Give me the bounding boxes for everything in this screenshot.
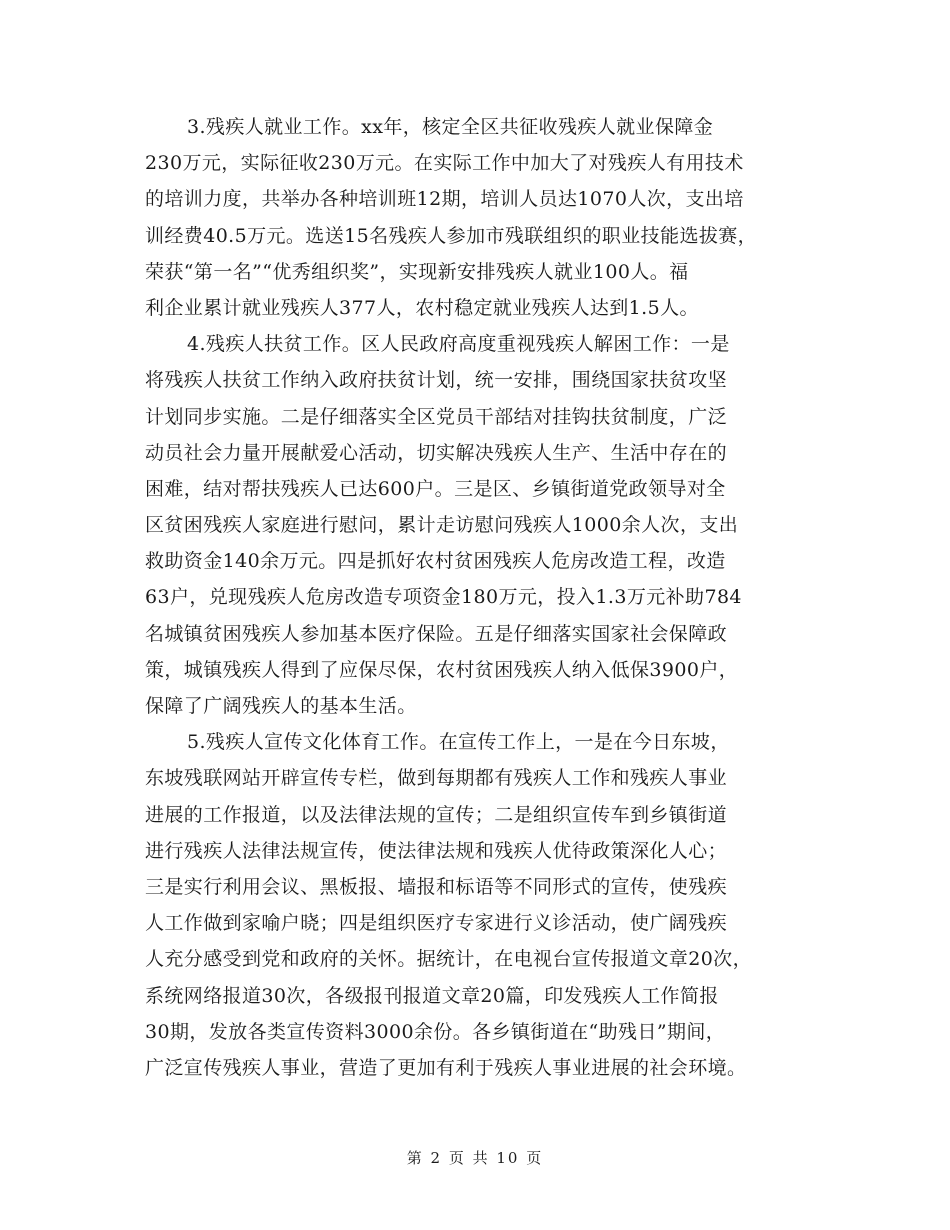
paragraph-line: 63户，兑现残疾人危房改造专项资金180万元，投入1.3万元补助784 <box>145 586 742 609</box>
paragraph-line: 训经费40.5万元。选送15名残疾人参加市残联组织的职业技能选拔赛， <box>145 224 758 247</box>
paragraph-line: 策，城镇残疾人得到了应保尽保，农村贫困残疾人纳入低保3900户， <box>145 658 739 681</box>
paragraph-line: 广泛宣传残疾人事业，营造了更加有利于残疾人事业进展的社会环境。 <box>145 1056 747 1079</box>
paragraph-line: 系统网络报道30次，各级报刊报道文章20篇，印发残疾人工作简报 <box>145 984 719 1007</box>
paragraph-line: 进展的工作报道，以及法律法规的宣传；二是组织宣传车到乡镇街道 <box>145 803 728 826</box>
paragraph-line: 3.残疾人就业工作。xx年，核定全区共征收残疾人就业保障金 <box>187 116 714 138</box>
paragraph-line: 将残疾人扶贫工作纳入政府扶贫计划，统一安排，围绕国家扶贫攻坚 <box>145 369 728 392</box>
paragraph-line: 三是实行利用会议、黑板报、墙报和标语等不同形式的宣传，使残疾 <box>145 875 728 898</box>
paragraph-line: 5.残疾人宣传文化体育工作。在宣传工作上，一是在今日东坡， <box>187 731 730 754</box>
page-number-footer: 第 2 页 共 10 页 <box>406 1149 544 1167</box>
body-text <box>145 109 815 1086</box>
paragraph-line: 困难，结对帮扶残疾人已达600户。三是区、乡镇街道党政领导对全 <box>145 477 726 500</box>
paragraph-line: 计划同步实施。二是仔细落实全区党员干部结对挂钩扶贫制度，广泛 <box>145 405 728 428</box>
paragraph-line: 人工作做到家喻户晓；四是组织医疗专家进行义诊活动，使广阔残疾 <box>145 912 728 935</box>
paragraph-line: 利企业累计就业残疾人377人，农村稳定就业残疾人达到1.5人。 <box>145 296 699 319</box>
paragraph-line: 区贫困残疾人家庭进行慰问，累计走访慰问残疾人1000余人次，支出 <box>145 514 739 537</box>
paragraph-line: 保障了广阔残疾人的基本生活。 <box>145 695 417 717</box>
paragraph-line: 东坡残联网站开辟宣传专栏，做到每期都有残疾人工作和残疾人事业 <box>145 767 728 790</box>
paragraph-line: 进行残疾人法律法规宣传，使法律法规和残疾人优待政策深化人心； <box>145 839 728 862</box>
paragraph-line: 动员社会力量开展献爱心活动，切实解决残疾人生产、生活中存在的 <box>145 441 728 464</box>
paragraph-line: 救助资金140余万元。四是抓好农村贫困残疾人危房改造工程，改造 <box>145 550 726 573</box>
paragraph-line: 30期，发放各类宣传资料3000余份。各乡镇街道在“助残日”期间， <box>145 1020 726 1043</box>
paragraph-line: 人充分感受到党和政府的关怀。据统计，在电视台宣传报道文章20次， <box>145 948 752 971</box>
paragraph-line: 的培训力度，共举办各种培训班12期，培训人员达1070人次，支出培 <box>145 188 744 211</box>
paragraph-line: 4.残疾人扶贫工作。区人民政府高度重视残疾人解困工作：一是 <box>187 333 730 356</box>
paragraph-line: 名城镇贫困残疾人参加基本医疗保险。五是仔细落实国家社会保障政 <box>145 622 728 645</box>
paragraph-line: 荣获“第一名”“优秀组织奖”，实现新安排残疾人就业100人。福 <box>145 260 689 283</box>
paragraph-line: 230万元，实际征收230万元。在实际工作中加大了对残疾人有用技术 <box>145 152 744 175</box>
